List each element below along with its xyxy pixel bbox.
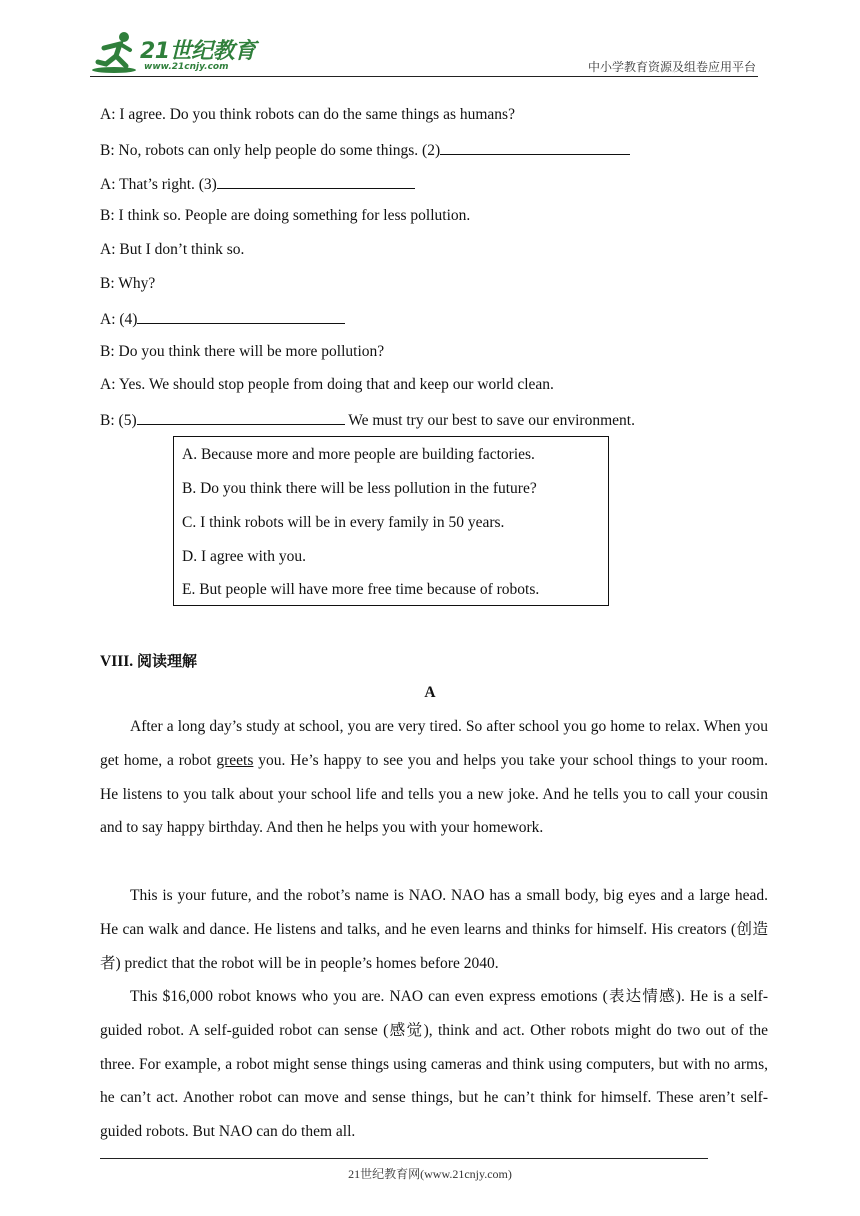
dialogue-line: A: I agree. Do you think robots can do the same things as humans? xyxy=(100,106,515,123)
option-a: A. Because more and more people are building factories. xyxy=(182,446,535,463)
section-heading: VIII. 阅读理解 xyxy=(100,652,198,670)
option-c: C. I think robots will be in every family in 50 years. xyxy=(182,514,505,531)
dialogue-line: A: Yes. We should stop people from doing that and keep our world clean. xyxy=(100,376,554,393)
footer-divider xyxy=(100,1158,708,1159)
runner-logo-icon xyxy=(90,30,140,76)
passage-paragraph-2: This is your future, and the robot’s name is NAO. NAO has a small body, big eyes and a large head. He can walk and dance. He listens and talks, and he even learns and thinks for himself. His creators (创造者) predict that the robot will be in people’s homes before 2040. xyxy=(100,887,768,972)
dialogue-line: B: Why? xyxy=(100,275,156,292)
passage-paragraph-1: After a long day’s study at school, you are very tired. So after school you go home to relax. When you get home, a robot greets you. He’s happy to see you and helps you take your school things to your room. He listens to you talk about your school life and tells you a new joke. And he tells you to call your cousin and to say happy birthday. And then he helps you with your homework. xyxy=(100,718,768,837)
option-b: B. Do you think there will be less pollution in the future? xyxy=(182,480,537,497)
logo-sub-text: www.21cnjy.com xyxy=(144,62,229,72)
header-divider xyxy=(90,76,758,77)
dialogue-line: B: No, robots can only help people do some things. (2) xyxy=(100,139,630,161)
answer-blank-4[interactable] xyxy=(137,308,345,324)
dialogue-line: A: That’s right. (3) xyxy=(100,173,415,195)
options-box xyxy=(173,436,609,606)
answer-blank-5[interactable] xyxy=(137,409,345,425)
passage-paragraph-3: This $16,000 robot knows who you are. NAO can even express emotions (表达情感). He is a self-guided robot. A self-guided robot can sense (感觉), think and act. Other robots might do two out of the three. For example, a robot might sense things using cameras and think using computers, but with no arms, he can’t act. Another robot can move and sense things, but he can’t think for himself. These aren’t self-guided robots. But NAO can do them all. xyxy=(100,988,768,1141)
page-header xyxy=(90,28,758,78)
dialogue-line: B: (5) We must try our best to save our environment. xyxy=(100,409,635,431)
dialogue-line: B: I think so. People are doing something for less pollution. xyxy=(100,207,471,224)
option-e: E. But people will have more free time because of robots. xyxy=(182,581,540,598)
answer-blank-3[interactable] xyxy=(217,173,415,189)
page-footer: 21世纪教育网(www.21cnjy.com) xyxy=(348,1167,512,1181)
answer-blank-2[interactable] xyxy=(440,139,630,155)
dialogue-line: B: Do you think there will be more pollution? xyxy=(100,343,385,360)
dialogue-line: A: But I don’t think so. xyxy=(100,241,245,258)
dialogue-line: A: (4) xyxy=(100,308,345,330)
option-d: D. I agree with you. xyxy=(182,548,306,565)
underlined-word: greets xyxy=(216,751,254,769)
logo xyxy=(90,28,290,78)
header-platform-text: 中小学教育资源及组卷应用平台 xyxy=(587,60,756,74)
passage-title: A xyxy=(424,684,436,701)
logo-main-text: 21世纪教育 xyxy=(140,39,256,64)
